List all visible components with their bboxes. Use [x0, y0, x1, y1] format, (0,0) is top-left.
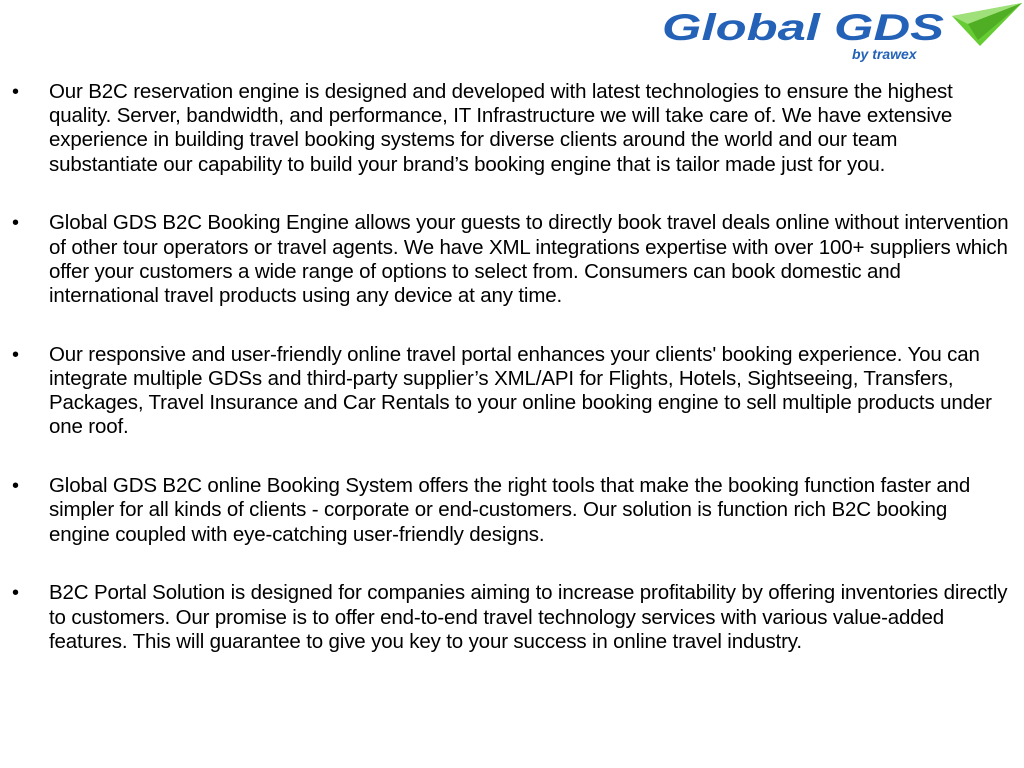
bullet-marker: • — [12, 582, 19, 605]
bullet-text: Global GDS B2C online Booking System offers the right tools that make the booking function faster and simpler for all kinds of clients - corporate or end-customers. Our solution is function rich B2C booking engine coupled with eye-catching user-friendly designs. — [49, 474, 971, 546]
bullet-item-booking-engine — [0, 211, 1024, 308]
logo-main-text: Global GDS — [662, 7, 945, 48]
bullet-marker: • — [12, 343, 19, 366]
logo-sub-text: by trawex — [852, 46, 917, 62]
bullet-text: Global GDS B2C Booking Engine allows your guests to directly book travel deals online without intervention of other tour operators or travel agents. We have XML integrations expertise with over 100+ suppliers which offer your customers a wide range of options to select from. Consumers can book domestic and international travel products using any device at any time. — [49, 211, 1009, 308]
feature-bullet-list — [0, 80, 1024, 689]
bullet-item-booking-system — [0, 474, 1024, 547]
bullet-item-travel-portal — [0, 343, 1024, 440]
bullet-marker: • — [12, 212, 19, 235]
bullet-item-reservation-engine — [0, 80, 1024, 177]
bullet-item-portal-solution — [0, 581, 1024, 654]
bullet-text: Our responsive and user-friendly online travel portal enhances your clients' booking experience. You can integrate multiple GDSs and third-party supplier’s XML/API for Flights, Hotels, Sightseeing, Transfers, Packages, Travel Insurance and Car Rentals to your online booking engine to sell multiple products under one roof. — [49, 342, 992, 439]
bullet-text: B2C Portal Solution is designed for companies aiming to increase profitability by offering inventories directly to customers. Our promise is to offer end-to-end travel technology services with various value-added features. This will guarantee to give you key to your success in online travel industry. — [49, 581, 1008, 653]
paper-plane-icon — [952, 3, 1022, 46]
global-gds-logo — [660, 2, 1024, 64]
bullet-marker: • — [12, 475, 19, 498]
bullet-text: Our B2C reservation engine is designed and developed with latest technologies to ensure the highest quality. Server, bandwidth, and performance, IT Infrastructure we will take care of. We have extensive experience in building travel booking systems for diverse clients around the world and our team substantiate our capability to build your brand’s booking engine that is tailor made just for you. — [49, 80, 953, 176]
bullet-marker: • — [12, 81, 19, 103]
